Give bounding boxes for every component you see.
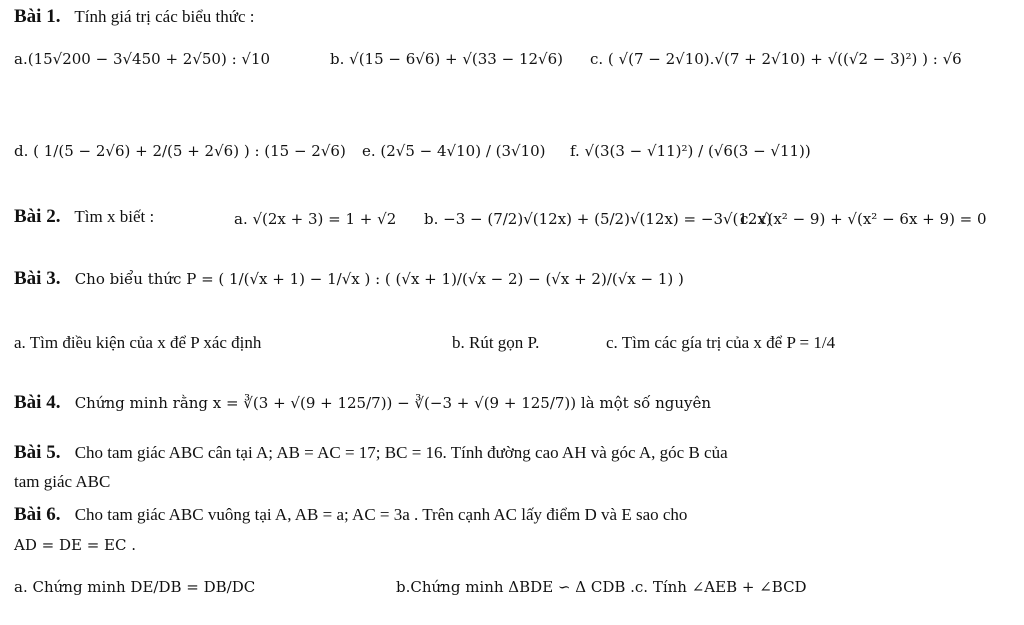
bai1-title: Bài 1.	[14, 6, 61, 27]
bai4-line	[14, 392, 711, 414]
bai6-line	[14, 504, 687, 526]
bai2-c: c. √(x² − 9) + √(x² − 6x + 9) = 0	[740, 210, 987, 228]
bai6-a: a. Chứng minh DE/DB = DB/DC	[14, 578, 256, 596]
bai1-e: e. (2√5 − 4√10) / (3√10)	[362, 142, 546, 160]
bai3-title: Bài 3.	[14, 268, 61, 289]
bai5-text2: tam giác ABC	[14, 472, 111, 491]
bai2-prompt: Tìm x biết :	[74, 207, 155, 226]
bai4-title: Bài 4.	[14, 392, 61, 413]
bai5-text1: Cho tam giác ABC cân tại A; AB = AC = 17; BC = 16. Tính đường cao AH và góc A, góc B của	[74, 443, 728, 462]
bai1-b: b. √(15 − 6√6) + √(33 − 12√6)	[330, 50, 563, 68]
bai2-title: Bài 2.	[14, 206, 61, 227]
bai1-a: a.(15√200 − 3√450 + 2√50) : √10	[14, 50, 271, 68]
bai3-b: b. Rút gọn P.	[452, 333, 540, 352]
bai6-text2: AD = DE = EC .	[14, 536, 137, 554]
bai1-d: d. ( 1/(5 − 2√6) + 2/(5 + 2√6) ) : (15 − 2√6)	[14, 142, 346, 160]
bai1-f: f. √(3(3 − √11)²) / (√6(3 − √11))	[570, 142, 811, 160]
bai1-prompt: Tính giá trị các biểu thức :	[74, 7, 255, 26]
bai6-b: b.Chứng minh ΔBDE ∽ Δ CDB .c. Tính ∠AEB + ∠BCD	[396, 578, 807, 596]
bai3-prompt: Cho biểu thức P = ( 1/(√x + 1) − 1/√x ) : ( (√x + 1)/(√x − 2) − (√x + 2)/(√x − 1) )	[74, 270, 684, 288]
bai2-b: b. −3 − (7/2)√(12x) + (5/2)√(12x) = −3√(12x)	[424, 210, 772, 228]
bai6-title: Bài 6.	[14, 504, 61, 525]
bai3-a: a. Tìm điều kiện của x để P xác định	[14, 333, 262, 352]
bai2-a: a. √(2x + 3) = 1 + √2	[234, 210, 397, 228]
bai5-title: Bài 5.	[14, 442, 61, 463]
bai2-line	[14, 206, 154, 228]
bai3-line	[14, 268, 684, 290]
bai1-c: c. ( √(7 − 2√10).√(7 + 2√10) + √((√2 − 3)²) ) : √6	[590, 50, 962, 68]
bai6-text1: Cho tam giác ABC vuông tại A, AB = a; AC = 3a . Trên cạnh AC lấy điểm D và E sao cho	[74, 505, 688, 524]
bai1-header	[14, 6, 255, 28]
bai3-c: c. Tìm các gía trị của x để P = 1/4	[606, 333, 836, 352]
bai4-text: Chứng minh rằng x = ∛(3 + √(9 + 125/7)) − ∛(−3 + √(9 + 125/7)) là một số nguyên	[74, 394, 712, 412]
bai5-line	[14, 442, 728, 464]
